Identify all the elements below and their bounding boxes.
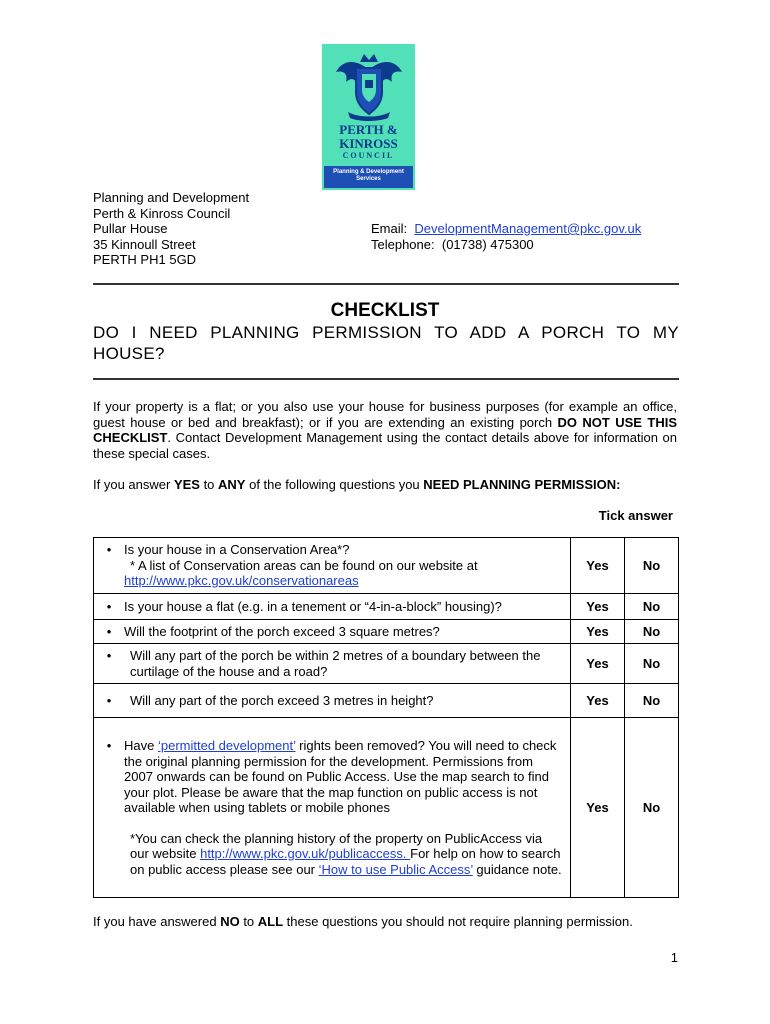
conclusion xyxy=(93,914,677,930)
table-row xyxy=(94,644,679,684)
no-option[interactable]: No xyxy=(625,718,679,898)
intro-text: . Contact Development Management using the contact details above for information on these special cases. xyxy=(93,430,677,461)
rule-text: If you answer xyxy=(93,477,174,492)
no-option[interactable]: No xyxy=(625,594,679,620)
divider-bottom xyxy=(93,378,679,380)
yes-option[interactable]: Yes xyxy=(570,620,624,644)
question-text-part: Have xyxy=(124,738,158,753)
how-to-use-public-access-link[interactable]: ‘How to use Public Access’ xyxy=(318,861,473,877)
yes-option[interactable]: Yes xyxy=(570,594,624,620)
public-access-link[interactable]: http://www.pkc.gov.uk/publicaccess. xyxy=(200,846,411,861)
email-link[interactable]: DevelopmentManagement@pkc.gov.uk xyxy=(414,221,642,236)
address-line: Perth & Kinross Council xyxy=(93,205,231,221)
table-row xyxy=(94,620,679,644)
table-row xyxy=(94,538,679,594)
answer-rule xyxy=(93,477,677,493)
bullet: • xyxy=(106,598,112,614)
address-line: Planning and Development xyxy=(93,190,250,205)
question-cell xyxy=(94,538,571,594)
question-text: Will any part of the porch exceed 3 metres in height? xyxy=(130,692,434,708)
checklist-question: DO I NEED PLANNING PERMISSION TO ADD A PORCH TO MY HOUSE? xyxy=(93,323,679,363)
checklist-table xyxy=(93,537,679,898)
conclusion-no: NO xyxy=(220,914,240,929)
yes-option[interactable]: Yes xyxy=(570,684,624,718)
question-cell xyxy=(94,644,571,684)
question-text: Is your house in a Conservation Area*? xyxy=(124,542,350,558)
question-cell xyxy=(94,620,571,644)
logo-dept-label: Planning & Development Services xyxy=(324,166,413,188)
bullet: • xyxy=(106,738,112,753)
email-label: Email: xyxy=(371,221,408,236)
table-row xyxy=(94,718,679,898)
divider-top xyxy=(93,283,679,285)
logo-text-line2: KINROSS xyxy=(339,136,398,151)
note-text: guidance note. xyxy=(472,861,562,877)
no-option[interactable]: No xyxy=(625,538,679,594)
rule-any: ANY xyxy=(218,477,246,492)
yes-option[interactable]: Yes xyxy=(570,718,624,898)
checklist-title: CHECKLIST xyxy=(330,300,440,321)
conclusion-text: If you have answered xyxy=(93,914,221,929)
table-row xyxy=(94,684,679,718)
yes-option[interactable]: Yes xyxy=(570,644,624,684)
rule-text: of the following questions you xyxy=(245,477,424,492)
intro-text: If your property is a flat; or you also use your house for business purposes (for example an office, guest house or bed and breakfast); or if you are extending an existing porch xyxy=(93,399,677,430)
no-option[interactable]: No xyxy=(625,644,679,684)
address-line: 35 Kinnoull Street xyxy=(93,236,196,252)
rule-need-permission: NEED PLANNING PERMISSION: xyxy=(423,477,621,492)
conclusion-text: to xyxy=(239,914,258,929)
council-crest-icon xyxy=(334,50,404,122)
note-text: *You can check the planning history of the property on PublicAccess via our website xyxy=(130,830,543,861)
question-text-part: rights been removed? You will need to check the original planning permission for the development. Permissions from 2007 onwards can be found on Public Access. Use the map search to find your plot. Please be aware that the map function on public access is not available when using tablets or mobile phones xyxy=(124,738,557,815)
rule-yes: YES xyxy=(173,477,200,492)
yes-option[interactable]: Yes xyxy=(570,538,624,594)
council-logo xyxy=(322,44,415,190)
bullet: • xyxy=(106,623,112,639)
bullet: • xyxy=(106,692,112,708)
table-row xyxy=(94,594,679,620)
address-line: PERTH PH1 5GD xyxy=(93,252,197,267)
no-option[interactable]: No xyxy=(625,684,679,718)
question-text: Will any part of the porch be within 2 metres of a boundary between the curtilage of the house and a road? xyxy=(130,648,541,679)
tick-answer-label: Tick answer xyxy=(598,508,673,523)
question-note: * A list of Conservation areas can be found on our website at xyxy=(130,557,478,573)
conclusion-text: these questions you should not require planning permission. xyxy=(283,914,633,929)
telephone-label: Telephone: xyxy=(371,236,435,252)
intro-warning: DO NOT USE THIS CHECKLIST xyxy=(93,414,677,445)
no-option[interactable]: No xyxy=(625,620,679,644)
public-access-note xyxy=(124,831,564,878)
conclusion-all: ALL xyxy=(257,914,284,929)
intro-paragraph xyxy=(93,399,677,461)
question-cell xyxy=(94,718,571,898)
address-line: Pullar House xyxy=(93,221,168,236)
bullet: • xyxy=(106,542,112,558)
logo-text-line1: PERTH & xyxy=(339,122,398,137)
question-cell xyxy=(94,684,571,718)
question-text: Is your house a flat (e.g. in a tenement or “4-in-a-block” housing)? xyxy=(124,598,502,614)
logo-text-line3: COUNCIL xyxy=(342,151,395,160)
conservation-areas-link[interactable]: http://www.pkc.gov.uk/conservationareas xyxy=(124,573,359,589)
permitted-development-link[interactable]: ‘permitted development’ xyxy=(157,738,296,753)
rule-text: to xyxy=(199,477,219,492)
question-text xyxy=(124,738,564,816)
page-number: 1 xyxy=(670,950,678,965)
contact-details xyxy=(371,221,641,252)
bullet: • xyxy=(106,648,112,663)
question-text: Will the footprint of the porch exceed 3 square metres? xyxy=(124,623,440,639)
postal-address xyxy=(93,190,249,268)
note-text: For help on how to search on public access please see our xyxy=(130,846,561,877)
telephone-number: (01738) 475300 xyxy=(441,236,534,252)
question-cell xyxy=(94,594,571,620)
